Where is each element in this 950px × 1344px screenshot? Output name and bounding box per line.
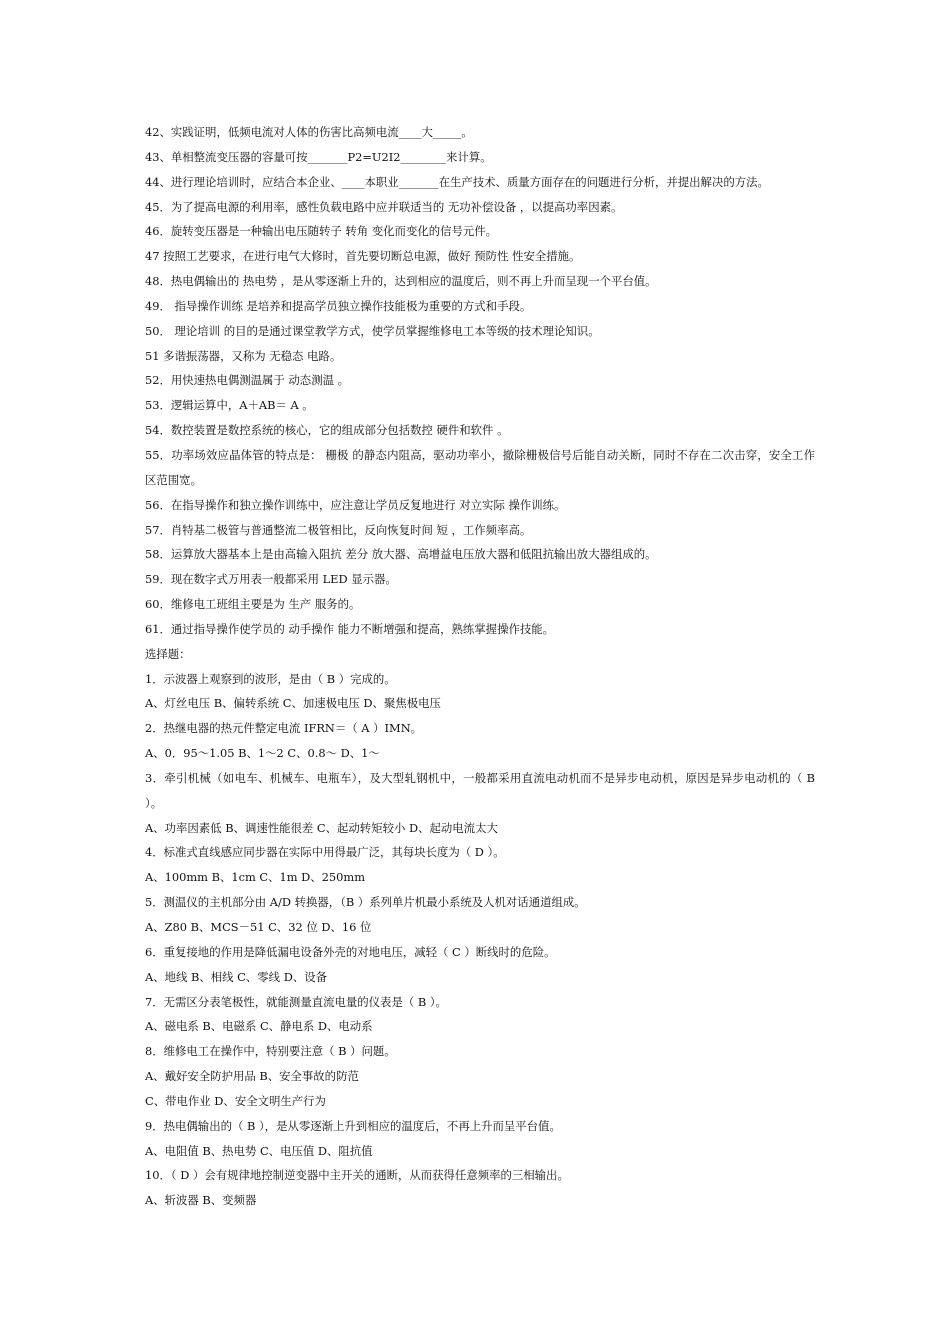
text-line-c2: 2．热继电器的热元件整定电流 IFRN＝（ A ）IMN。	[145, 721, 423, 736]
text-line-q47: 47 按照工艺要求，在进行电气大修时，首先要切断总电源，做好 预防性 性安全措施。	[145, 249, 581, 264]
text-line-q49: 49． 指导操作训练 是培养和提高学员独立操作技能极为重要的方式和手段。	[145, 298, 532, 313]
text-line-q53: 53．逻辑运算中，A＋AB＝ A 。	[145, 398, 314, 413]
text-line-c10-opts: A、斩波器 B、变频器	[145, 1193, 257, 1208]
text-line-c5-opts: A、Z80 B、MCS－51 C、32 位 D、16 位	[145, 920, 372, 934]
text-line-c7-opts: A、磁电系 B、电磁系 C、静电系 D、电动系	[145, 1019, 373, 1034]
text-line-q50: 50． 理论培训 的目的是通过课堂教学方式，使学员掌握维修电工本等级的技术理论知识。	[145, 323, 600, 338]
text-line-q46: 46．旋转变压器是一种输出电压随转子 转角 变化而变化的信号元件。	[145, 224, 498, 239]
text-line-c4: 4．标准式直线感应同步器在实际中用得最广泛，其每块长度为（ D ）。	[145, 845, 505, 860]
text-line-q52: 52．用快速热电偶测温属于 动态测温 。	[145, 373, 349, 388]
text-line-q56: 56．在指导操作和独立操作训练中，应注意让学员反复地进行 对立实际 操作训练。	[145, 497, 566, 512]
text-line-c5: 5．测温仪的主机部分由 A/D 转换器，（B ）系列单片机最小系统及人机对话通道组成。	[145, 895, 586, 910]
text-line-q45: 45．为了提高电源的利用率，感性负载电路中应并联适当的 无功补偿设备 ，以提高功率因素。	[145, 199, 623, 214]
text-line-q58: 58．运算放大器基本上是由高输入阻抗 差分 放大器、高增益电压放大器和低阻抗输出放大器组成的。	[145, 547, 657, 562]
text-line-q43: 43、单相整流变压器的容量可按_______P2=U2I2________来计算。	[145, 149, 492, 164]
text-line-q55: 55．功率场效应晶体管的特点是： 栅极 的静态内阻高，驱动功率小，撤除栅极信号后能自动关断，同时不存在二次击穿，安全工作区范围宽。	[145, 447, 815, 487]
text-line-c3: 3．牵引机械（如电车、机械车、电瓶车），及大型轧钢机中，一般都采用直流电动机而不是异步电动机，原因是异步电动机的（ B ）。	[145, 770, 815, 810]
text-line-q51: 51 多谐振荡器，又称为 无稳态 电路。	[145, 348, 342, 363]
text-line-c8-opts-2: C、带电作业 D、安全文明生产行为	[145, 1093, 326, 1108]
document-body	[145, 120, 815, 1213]
text-line-q54: 54．数控装置是数控系统的核心，它的组成部分包括数控 硬件和软件 。	[145, 423, 509, 438]
text-line-c8-opts-1: A、戴好安全防护用品 B、安全事故的防范	[145, 1069, 359, 1084]
text-line-q44: 44、进行理论培训时，应结合本企业、____本职业_______在生产技术、质量方面存在的问题进行分析，并提出解决的方法。	[145, 174, 769, 189]
text-line-c4-opts: A、100mm B、1cm C、1m D、250mm	[145, 870, 366, 885]
text-line-q42: 42、实践证明，低频电流对人体的伤害比高频电流____大_____。	[145, 125, 473, 139]
text-line-c9-opts: A、电阻值 B、热电势 C、电压值 D、阻抗值	[145, 1143, 373, 1158]
text-line-c1-opts: A、灯丝电压 B、偏转系统 C、加速极电压 D、聚焦极电压	[145, 696, 441, 711]
text-line-c7: 7．无需区分表笔极性，就能测量直流电量的仪表是（ B ）。	[145, 994, 447, 1009]
text-line-q60: 60．维修电工班组主要是为 生产 服务的。	[145, 597, 361, 612]
text-line-q59: 59．现在数字式万用表一般都采用 LED 显示器。	[145, 572, 397, 587]
text-line-c10: 10．（ D ）会有规律地控制逆变器中主开关的通断，从而获得任意频率的三相输出。	[145, 1168, 569, 1183]
section-heading: 选择题：	[145, 646, 191, 661]
text-line-c1: 1．示波器上观察到的波形，是由（ B ）完成的。	[145, 671, 396, 686]
text-line-c3-opts: A、功率因素低 B、调速性能很差 C、起动转矩较小 D、起动电流太大	[145, 820, 498, 835]
text-line-c8: 8．维修电工在操作中，特别要注意（ B ）问题。	[145, 1044, 396, 1059]
text-line-q48: 48．热电偶输出的 热电势 ，是从零逐渐上升的，达到相应的温度后，则不再上升而呈现一个平台值。	[145, 274, 657, 289]
text-line-q57: 57．肖特基二极管与普通整流二极管相比，反向恢复时间 短 ，工作频率高。	[145, 522, 532, 537]
text-line-q61: 61．通过指导操作使学员的 动手操作 能力不断增强和提高，熟练掌握操作技能。	[145, 621, 555, 636]
text-line-c2-opts: A、0．95～1.05 B、1～2 C、0.8～ D、1～	[145, 746, 380, 761]
text-line-c9: 9．热电偶输出的（ B ），是从零逐渐上升到相应的温度后，不再上升而呈平台值。	[145, 1118, 561, 1133]
text-line-c6: 6．重复接地的作用是降低漏电设备外壳的对地电压，减轻（ C ）断线时的危险。	[145, 944, 556, 959]
text-line-c6-opts: A、地线 B、相线 C、零线 D、设备	[145, 969, 327, 984]
